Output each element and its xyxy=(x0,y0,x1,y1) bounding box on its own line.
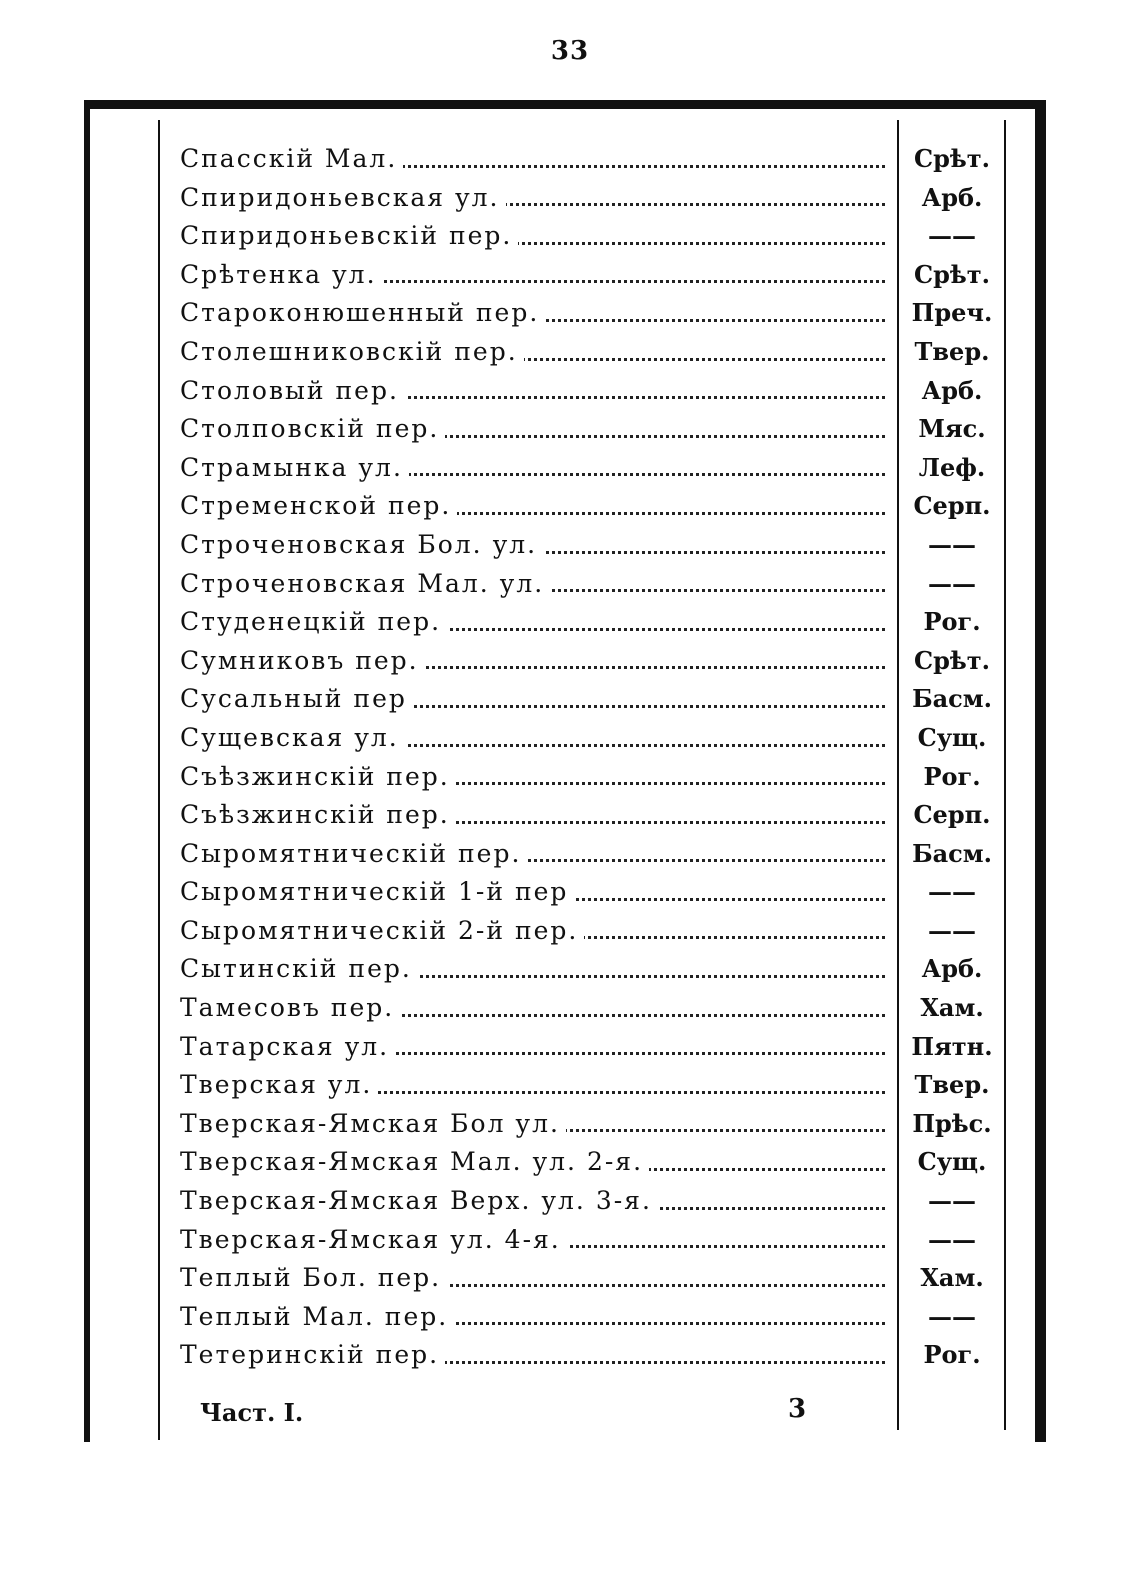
district-abbreviation: Срѣт. xyxy=(914,259,990,289)
street-name: Сыромятническій 1-й пер xyxy=(180,877,574,906)
street-name: Сыромятническій пер. xyxy=(180,839,527,868)
district-abbreviation: Арб. xyxy=(921,182,983,212)
street-cell xyxy=(180,140,885,179)
street-cell xyxy=(180,487,885,526)
table-row xyxy=(0,950,1140,989)
street-cell xyxy=(180,1259,885,1298)
table-row xyxy=(0,1221,1140,1260)
district-abbreviation: Мяс. xyxy=(918,414,986,444)
street-cell xyxy=(180,1221,885,1260)
district-abbreviation: Срѣт. xyxy=(914,645,990,675)
district-abbreviation: Леф. xyxy=(918,452,986,482)
street-index-table xyxy=(0,140,1140,1375)
street-cell xyxy=(180,642,885,681)
table-row xyxy=(0,449,1140,488)
street-name: Спиридоньевская ул. xyxy=(180,183,506,212)
street-name: Столешниковскій пер. xyxy=(180,337,524,366)
table-row xyxy=(0,642,1140,681)
table-row xyxy=(0,487,1140,526)
street-name: Тверская-Ямская Бол ул. xyxy=(180,1109,566,1138)
district-abbreviation: Хам. xyxy=(920,993,984,1023)
street-name: Страмынка ул. xyxy=(180,453,409,482)
district-abbreviation: Преч. xyxy=(911,298,993,328)
district-abbreviation: —— xyxy=(928,529,976,559)
district-abbreviation: Твер. xyxy=(914,1070,990,1100)
table-row xyxy=(0,603,1140,642)
street-name: Съѣзжинскій пер. xyxy=(180,762,456,791)
table-row xyxy=(0,758,1140,797)
street-cell xyxy=(180,333,885,372)
street-name: Съѣзжинскій пер. xyxy=(180,800,456,829)
street-name: Тверская-Ямская Верх. ул. 3-я. xyxy=(180,1186,658,1215)
street-cell xyxy=(180,526,885,565)
district-abbreviation: Арб. xyxy=(921,375,983,405)
street-name: Сущевская ул. xyxy=(180,723,405,752)
street-name: Сытинскій пер. xyxy=(180,954,418,983)
street-name: Столовый пер. xyxy=(180,376,405,405)
street-cell xyxy=(180,565,885,604)
street-name: Тетеринскій пер. xyxy=(180,1340,445,1369)
district-abbreviation: Арб. xyxy=(921,954,983,984)
street-name: Староконюшенный пер. xyxy=(180,298,545,327)
table-row xyxy=(0,873,1140,912)
table-row xyxy=(0,217,1140,256)
printer-signature: 3 xyxy=(788,1394,807,1424)
district-abbreviation: —— xyxy=(928,1186,976,1216)
district-abbreviation: Срѣт. xyxy=(914,144,990,173)
street-cell xyxy=(180,1298,885,1337)
street-cell xyxy=(180,950,885,989)
street-cell xyxy=(180,680,885,719)
district-abbreviation: Сущ. xyxy=(917,722,987,752)
table-row xyxy=(0,1336,1140,1375)
table-row xyxy=(0,1143,1140,1182)
street-cell xyxy=(180,835,885,874)
street-name: Строченовская Мал. ул. xyxy=(180,569,550,598)
street-name: Татарская ул. xyxy=(180,1032,395,1061)
street-name: Спасскій Мал. xyxy=(180,144,403,173)
street-cell xyxy=(180,179,885,218)
street-cell xyxy=(180,1105,885,1144)
street-cell xyxy=(180,372,885,411)
table-row xyxy=(0,256,1140,295)
street-name: Тверская-Ямская Мал. ул. 2-я. xyxy=(180,1147,649,1176)
district-abbreviation: Твер. xyxy=(914,336,990,366)
table-row xyxy=(0,333,1140,372)
district-abbreviation: Прѣс. xyxy=(912,1108,992,1138)
street-cell xyxy=(180,719,885,758)
district-abbreviation: —— xyxy=(928,221,976,251)
street-cell xyxy=(180,294,885,333)
district-abbreviation: Хам. xyxy=(920,1263,984,1293)
table-row xyxy=(0,372,1140,411)
street-name: Тамесовъ пер. xyxy=(180,993,400,1022)
table-row xyxy=(0,835,1140,874)
table-row xyxy=(0,796,1140,835)
district-abbreviation: Рог. xyxy=(923,607,981,637)
table-row xyxy=(0,179,1140,218)
district-abbreviation: —— xyxy=(928,915,976,945)
table-row xyxy=(0,1028,1140,1067)
district-abbreviation: —— xyxy=(928,877,976,907)
district-abbreviation: Пятн. xyxy=(911,1031,993,1061)
district-abbreviation: —— xyxy=(928,568,976,598)
street-cell xyxy=(180,1028,885,1067)
table-row xyxy=(0,565,1140,604)
street-name: Строченовская Бол. ул. xyxy=(180,530,543,559)
street-name: Теплый Бол. пер. xyxy=(180,1263,447,1292)
street-cell xyxy=(180,873,885,912)
street-cell xyxy=(180,603,885,642)
street-name: Студенецкій пер. xyxy=(180,607,447,636)
district-abbreviation: Сущ. xyxy=(917,1147,987,1177)
table-row xyxy=(0,1298,1140,1337)
street-name: Теплый Мал. пер. xyxy=(180,1302,454,1331)
table-row xyxy=(0,1259,1140,1298)
street-name: Сыромятническій 2-й пер. xyxy=(180,916,584,945)
street-name: Тверская ул. xyxy=(180,1070,378,1099)
street-cell xyxy=(180,217,885,256)
street-name: Стременской пер. xyxy=(180,491,457,520)
district-abbreviation: Рог. xyxy=(923,1340,981,1370)
table-row xyxy=(0,912,1140,951)
street-cell xyxy=(180,796,885,835)
table-row xyxy=(0,1066,1140,1105)
district-abbreviation: Серп. xyxy=(913,800,991,830)
street-name: Сумниковъ пер. xyxy=(180,646,425,675)
table-row xyxy=(0,989,1140,1028)
street-cell xyxy=(180,1143,885,1182)
street-cell xyxy=(180,1336,885,1375)
street-cell xyxy=(180,758,885,797)
street-cell xyxy=(180,410,885,449)
street-cell xyxy=(180,256,885,295)
street-name: Срѣтенка ул. xyxy=(180,260,383,289)
table-row xyxy=(0,1182,1140,1221)
page-number: 33 xyxy=(550,36,590,66)
table-row xyxy=(0,719,1140,758)
district-abbreviation: Басм. xyxy=(912,684,992,714)
street-name: Спиридоньевскій пер. xyxy=(180,221,518,250)
street-cell xyxy=(180,989,885,1028)
street-cell xyxy=(180,1066,885,1105)
part-label: Част. I. xyxy=(200,1398,304,1427)
table-row xyxy=(0,526,1140,565)
street-name: Тверская-Ямская ул. 4-я. xyxy=(180,1225,567,1254)
table-row xyxy=(0,140,1140,179)
district-abbreviation: —— xyxy=(928,1301,976,1331)
table-row xyxy=(0,410,1140,449)
district-abbreviation: Басм. xyxy=(912,838,992,868)
district-abbreviation: Рог. xyxy=(923,761,981,791)
table-row xyxy=(0,680,1140,719)
table-row xyxy=(0,1105,1140,1144)
street-name: Столповскій пер. xyxy=(180,414,445,443)
street-cell xyxy=(180,449,885,488)
street-cell xyxy=(180,912,885,951)
street-name: Сусальный пер xyxy=(180,684,413,713)
table-row xyxy=(0,294,1140,333)
district-abbreviation: —— xyxy=(928,1224,976,1254)
street-cell xyxy=(180,1182,885,1221)
district-abbreviation: Серп. xyxy=(913,491,991,521)
